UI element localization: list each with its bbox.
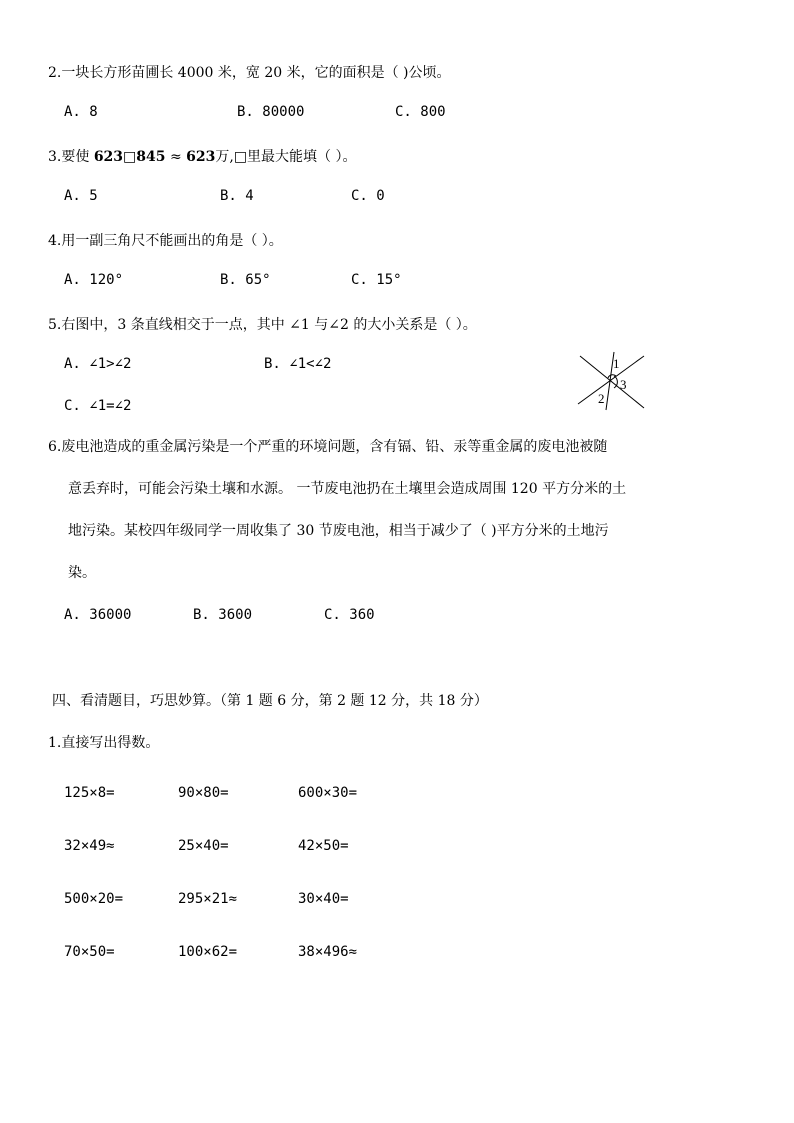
q6-line-4: 染。 [68,565,96,581]
calc-item: 32×49≈ [64,838,115,854]
q3-value: 623 [186,149,216,165]
q3-option-c: C. 0 [351,188,385,204]
q3-option-a: A. 5 [64,188,98,204]
q3-prefix: 3.要使 [48,149,94,165]
question-3-text [48,146,357,166]
q5-option-c: C. ∠1=∠2 [64,398,132,414]
q2-option-a: A. 8 [64,104,98,120]
q6-option-a: A. 36000 [64,607,132,623]
q6-line-1: 6.废电池造成的重金属污染是一个严重的环境问题，含有镉、铅、汞等重金属的废电池被随 [48,439,608,455]
q4-option-a: A. 120° [64,272,124,288]
q6-option-b: B. 3600 [193,607,253,623]
q4-option-b: B. 65° [220,272,271,288]
intersecting-lines-figure [572,348,652,414]
calc-item: 100×62= [178,944,238,960]
figure-label-2: 2 [598,391,605,406]
q4-option-c: C. 15° [351,272,402,288]
section-4-subquestion-1: 1.直接写出得数。 [48,735,160,751]
q2-option-b: B. 80000 [237,104,305,120]
q5-option-b: B. ∠1<∠2 [264,356,332,372]
calc-item: 42×50= [298,838,349,854]
calc-item: 90×80= [178,785,229,801]
question-2-text: 2.一块长方形苗圃长 4000 米，宽 20 米，它的面积是（ )公顷。 [48,65,451,81]
q6-line-3: 地污染。某校四年级同学一周收集了 30 节废电池，相当于减少了（ )平方分米的土地污 [68,523,609,539]
q6-line-2: 意丢弃时，可能会污染土壤和水源。 一节废电池扔在土壤里会造成周围 120 平方分米的土 [68,481,627,497]
question-6-text [48,426,748,594]
calc-item: 600×30= [298,785,358,801]
figure-line-2 [578,356,644,404]
question-5-text: 5.右图中，3 条直线相交于一点，其中 ∠1 与∠2 的大小关系是（ ）。 [48,317,477,333]
section-4-title: 四、看清题目，巧思妙算。（第 1 题 6 分，第 2 题 12 分，共 18 分） [52,693,488,709]
q3-option-b: B. 4 [220,188,254,204]
q5-option-a: A. ∠1>∠2 [64,356,132,372]
calc-item: 38×496≈ [298,944,358,960]
q3-suffix: 万,□里最大能填（ ）。 [215,149,357,165]
figure-label-3: 3 [620,377,627,392]
calc-item: 25×40= [178,838,229,854]
calc-item: 125×8= [64,785,115,801]
q3-approx: ≈ [165,149,187,165]
calc-item: 295×21≈ [178,891,238,907]
calc-item: 500×20= [64,891,124,907]
figure-label-1: 1 [613,356,620,371]
q3-expression: 623□845 [93,149,166,165]
calc-item: 30×40= [298,891,349,907]
q2-option-c: C. 800 [395,104,446,120]
q6-option-c: C. 360 [324,607,375,623]
calc-item: 70×50= [64,944,115,960]
question-4-text: 4.用一副三角尺不能画出的角是（ ）。 [48,233,283,249]
